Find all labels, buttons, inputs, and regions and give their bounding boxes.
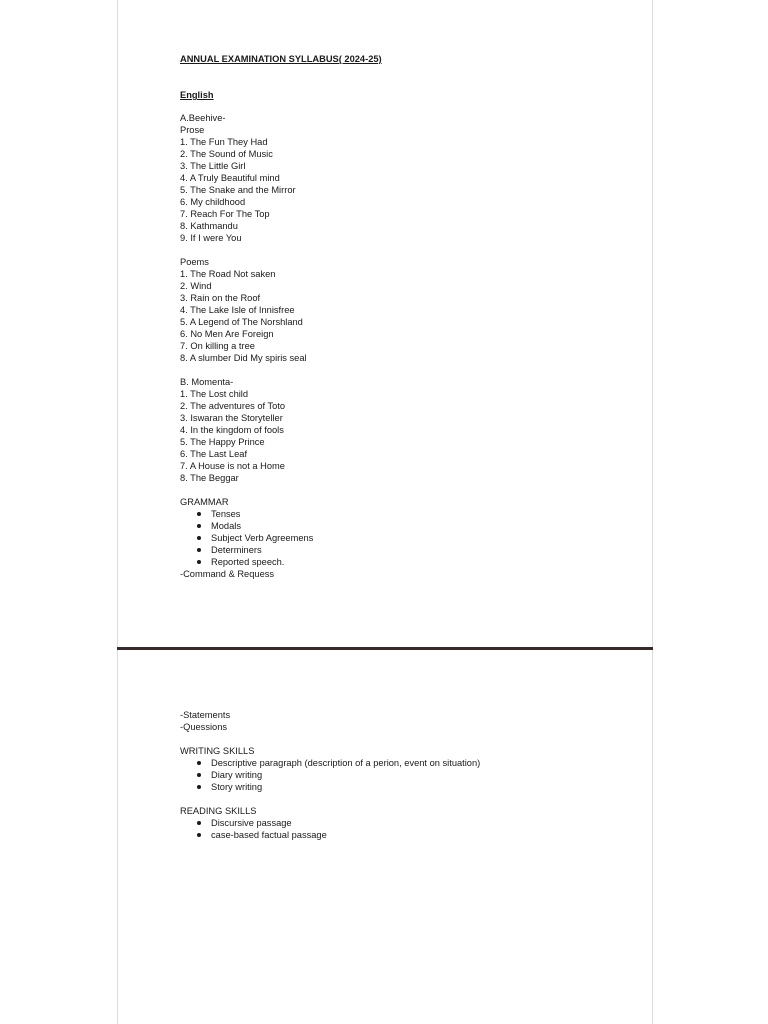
- list-item: 8. Kathmandu: [180, 221, 238, 231]
- grammar-section: [180, 496, 640, 580]
- bullet-item: case-based factual passage: [180, 829, 640, 841]
- page-2: [180, 709, 640, 841]
- list-item: 1. The Lost child: [180, 389, 249, 399]
- list-item: 2. The Sound of Music: [180, 149, 273, 159]
- list-item: 6. The Last Leaf: [180, 449, 248, 459]
- bullet-item: Descriptive paragraph (description of a perion, event on situation): [180, 757, 640, 769]
- list-item: 5. A Legend of The Norshland: [180, 317, 303, 327]
- bullet-item: Determiners: [180, 544, 640, 556]
- bullet-item: Modals: [180, 520, 640, 532]
- list-item: 2. Wind: [180, 281, 212, 291]
- list-item: 3. The Little Girl: [180, 161, 246, 171]
- bullet-item: Tenses: [180, 508, 640, 520]
- reading-section: [180, 805, 640, 841]
- momenta-section: [180, 376, 640, 484]
- bullet-item: Diary writing: [180, 769, 640, 781]
- momenta-heading: B. Momenta-: [180, 377, 234, 387]
- list-item: 6. My childhood: [180, 197, 246, 207]
- grammar-sub-item: -Command & Requess: [180, 569, 275, 579]
- list-item: 3. Iswaran the Storyteller: [180, 413, 283, 423]
- beehive-section: [180, 112, 640, 364]
- list-item: 6. No Men Are Foreign: [180, 329, 274, 339]
- list-item: 1. The Fun They Had: [180, 137, 268, 147]
- grammar-heading: GRAMMAR: [180, 497, 229, 507]
- list-item: 4. The Lake Isle of Innisfree: [180, 305, 295, 315]
- writing-section: [180, 745, 640, 793]
- list-item: 7. Reach For The Top: [180, 209, 270, 219]
- writing-bullet-list: [180, 757, 640, 793]
- bullet-item: Reported speech.: [180, 556, 640, 568]
- poems-list: [180, 268, 640, 364]
- bullet-item: Discursive passage: [180, 817, 640, 829]
- list-item: 3. Rain on the Roof: [180, 293, 261, 303]
- list-item: 5. The Happy Prince: [180, 437, 265, 447]
- list-item: 7. On killing a tree: [180, 341, 255, 351]
- grammar-sub-item: -Quessions: [180, 722, 228, 732]
- reading-bullet-list: [180, 817, 640, 841]
- list-item: 7. A House is not a Home: [180, 461, 285, 471]
- bullet-item: Story writing: [180, 781, 640, 793]
- page-left-edge: [117, 0, 118, 1024]
- list-item: 2. The adventures of Toto: [180, 401, 286, 411]
- prose-heading: Prose: [180, 125, 205, 135]
- subject-heading: English: [180, 90, 214, 100]
- poems-heading: Poems: [180, 257, 209, 267]
- beehive-heading: A.Beehive-: [180, 113, 226, 123]
- list-item: 9. If I were You: [180, 233, 242, 243]
- list-item: 8. The Beggar: [180, 473, 239, 483]
- bullet-item: Subject Verb Agreemens: [180, 532, 640, 544]
- document-title: ANNUAL EXAMINATION SYLLABUS( 2024-25): [180, 54, 382, 64]
- page-break-divider: [117, 647, 653, 650]
- prose-list: [180, 136, 640, 244]
- grammar-sub-item: -Statements: [180, 710, 231, 720]
- list-item: 1. The Road Not saken: [180, 269, 276, 279]
- list-item: 4. A Truly Beautiful mind: [180, 173, 280, 183]
- page-1: [180, 53, 640, 580]
- writing-heading: WRITING SKILLS: [180, 746, 255, 756]
- list-item: 4. In the kingdom of fools: [180, 425, 284, 435]
- list-item: 8. A slumber Did My spiris seal: [180, 353, 307, 363]
- reading-heading: READING SKILLS: [180, 806, 257, 816]
- list-item: 5. The Snake and the Mirror: [180, 185, 296, 195]
- grammar-bullet-list: [180, 508, 640, 568]
- page-right-edge: [652, 0, 653, 1024]
